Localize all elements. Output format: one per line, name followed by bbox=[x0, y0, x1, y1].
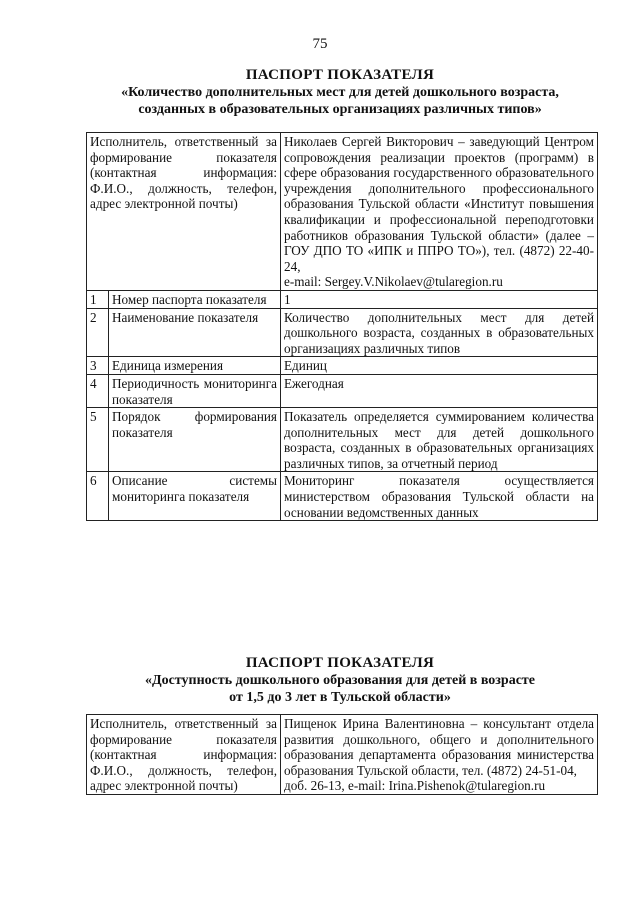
row-value: Единиц bbox=[281, 357, 598, 375]
row-number: 1 bbox=[87, 290, 109, 308]
indicator-title-line-2: от 1,5 до 3 лет в Тульской области» bbox=[229, 690, 451, 705]
executor-value: Пищенок Ирина Валентиновна – консультант отдела развития дошкольного, общего и дополнительного образования департамента образования министерства образования Тульской области, тел. (4872) 24-51-04, bbox=[284, 716, 594, 778]
passport-title-1 bbox=[80, 66, 600, 118]
executor-email: доб. 26-13, e-mail: Irina.Pishenok@tularegion.ru bbox=[284, 778, 546, 794]
executor-label: Исполнитель, ответственный за формирование показателя (контактная информация: Ф.И.О., должность, телефон, адрес электронной почты) bbox=[87, 133, 281, 291]
executor-cell bbox=[281, 133, 598, 291]
table-row bbox=[87, 290, 598, 308]
table-row bbox=[87, 374, 598, 407]
table-row bbox=[87, 357, 598, 375]
executor-cell bbox=[281, 715, 598, 795]
indicator-title-line-1: «Количество дополнительных мест для детей дошкольного возраста, bbox=[121, 85, 559, 100]
row-value: Количество дополнительных мест для детей дошкольного возраста, созданных в образовательных организациях различных типов bbox=[281, 308, 598, 357]
executor-value: Николаев Сергей Викторович – заведующий Центром сопровождения реализации проектов (программ) в сфере образования государственного образовательного учреждения дополнительного профессионального образования Тульской области «Институт повышения квалификации и профессиональной переподготовки работников образования Тульской области» (далее – ГОУ ДПО ТО «ИПК и ППРО ТО»), тел. (4872) 22-40-24, bbox=[284, 134, 594, 274]
indicator-title-line-2: созданных в образовательных организациях различных типов» bbox=[138, 102, 542, 117]
row-value: Мониторинг показателя осуществляется министерством образования Тульской области на основании ведомственных данных bbox=[281, 472, 598, 521]
passport-table-1 bbox=[86, 132, 598, 521]
executor-label: Исполнитель, ответственный за формирование показателя (контактная информация: Ф.И.О., должность, телефон, адрес электронной почты) bbox=[87, 715, 281, 795]
row-number: 5 bbox=[87, 408, 109, 472]
passport-title-2 bbox=[80, 654, 600, 706]
indicator-title-line-1: «Доступность дошкольного образования для детей в возрасте bbox=[144, 673, 536, 688]
row-label: Описание системы мониторинга показателя bbox=[109, 472, 281, 521]
row-number: 3 bbox=[87, 357, 109, 375]
table-row bbox=[87, 472, 598, 521]
row-label: Номер паспорта показателя bbox=[109, 290, 281, 308]
row-number: 4 bbox=[87, 374, 109, 407]
executor-email: e-mail: Sergey.V.Nikolaev@tularegion.ru bbox=[284, 274, 503, 290]
row-value: Показатель определяется суммированием количества дополнительных мест для детей дошкольного возраста, созданных в образовательных организациях различных типов, за отчетный период bbox=[281, 408, 598, 472]
row-label: Периодичность мониторинга показателя bbox=[109, 374, 281, 407]
table-row bbox=[87, 408, 598, 472]
row-value: Ежегодная bbox=[281, 374, 598, 407]
page-number: 75 bbox=[312, 36, 328, 52]
passport-heading: ПАСПОРТ ПОКАЗАТЕЛЯ bbox=[245, 67, 435, 83]
row-label: Единица измерения bbox=[109, 357, 281, 375]
table-row bbox=[87, 133, 598, 291]
row-number: 6 bbox=[87, 472, 109, 521]
row-label: Порядок формирования показателя bbox=[109, 408, 281, 472]
row-label: Наименование показателя bbox=[109, 308, 281, 357]
table-row bbox=[87, 715, 598, 795]
passport-table-2 bbox=[86, 714, 598, 795]
row-number: 2 bbox=[87, 308, 109, 357]
table-row bbox=[87, 308, 598, 357]
row-value: 1 bbox=[281, 290, 598, 308]
passport-heading: ПАСПОРТ ПОКАЗАТЕЛЯ bbox=[245, 655, 435, 671]
